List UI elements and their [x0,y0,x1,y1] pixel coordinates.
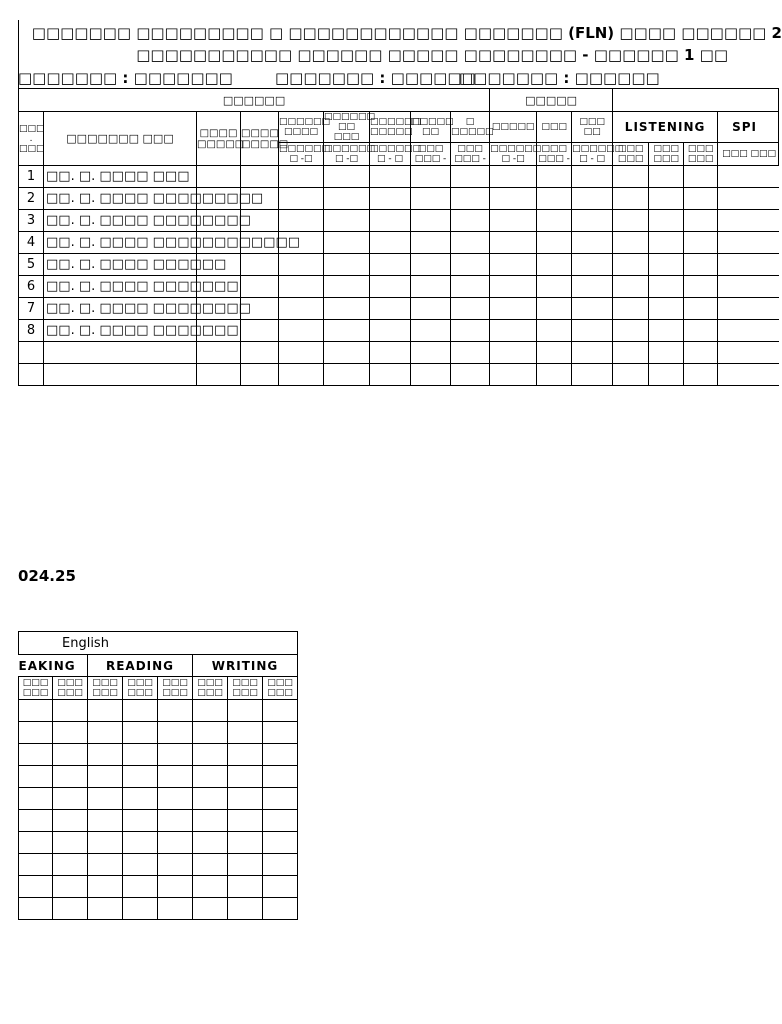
score-cell[interactable] [684,166,718,188]
score-cell[interactable] [411,210,451,232]
score-cell[interactable] [684,188,718,210]
score-cell[interactable] [19,722,53,744]
score-cell[interactable] [451,232,490,254]
score-cell[interactable] [537,232,572,254]
subcol-bottom: □□□ □□□ - [411,143,451,166]
skill-subcell: □□□ □□□ [263,677,298,700]
score-cell[interactable] [411,320,451,342]
student-name: □□. □. □□□□ □□□□□□□□ [44,298,197,320]
row-number: 6 [19,276,44,298]
score-cell[interactable] [537,298,572,320]
score-cell[interactable] [649,320,684,342]
score-cell[interactable] [197,364,241,386]
score-cell[interactable] [241,166,279,188]
score-cell[interactable] [228,766,263,788]
english-group-header: English [19,632,298,655]
score-cell[interactable] [123,898,158,920]
table-row [19,298,779,320]
score-cell[interactable] [53,854,88,876]
score-cell[interactable] [88,722,123,744]
score-cell[interactable] [613,254,649,276]
subcol-top: □□□□□□ □□ □□□ [324,112,376,142]
score-cell[interactable] [193,876,228,898]
score-cell[interactable] [228,876,263,898]
table-row [19,854,298,876]
skill-subcell: □□□ □□□ [684,143,718,166]
info-field-left: □□□□□□□ : □□□□□□□ [18,69,233,87]
score-cell[interactable] [451,188,490,210]
student-name: □□. □. □□□□ □□□□□□ [44,254,197,276]
student-name: □□. □. □□□□ □□□□□□□□□ [44,188,197,210]
score-cell[interactable] [53,876,88,898]
skill-subcell: □□□ □□□ [718,143,779,166]
score-cell[interactable] [19,876,53,898]
score-cell[interactable] [88,898,123,920]
score-cell[interactable] [572,342,613,364]
score-cell[interactable] [572,254,613,276]
group-header-3 [613,89,779,112]
score-cell[interactable] [228,788,263,810]
score-cell[interactable] [649,188,684,210]
score-cell[interactable] [411,166,451,188]
score-cell[interactable] [263,832,298,854]
score-cell[interactable] [88,810,123,832]
score-cell[interactable] [490,364,537,386]
score-cell[interactable] [490,166,537,188]
score-cell[interactable] [123,700,158,722]
score-cell[interactable] [193,700,228,722]
score-cell[interactable] [684,364,718,386]
score-cell[interactable] [537,210,572,232]
score-cell[interactable] [19,744,53,766]
subcol-bottom: □□□□□□ □ -□ [279,144,331,164]
student-assessment-table [18,88,779,386]
score-cell[interactable] [324,276,370,298]
subcol-top: □□□□□ [490,112,537,143]
row-number: 7 [19,298,44,320]
skill-speaking-header: EAKING [19,655,88,677]
score-cell[interactable] [279,188,324,210]
score-cell[interactable] [490,254,537,276]
col-serial-header: □□□ . □□□ [19,112,44,166]
score-cell[interactable] [19,832,53,854]
score-cell[interactable] [158,788,193,810]
score-cell[interactable] [241,276,279,298]
score-cell[interactable] [263,700,298,722]
score-cell[interactable] [158,722,193,744]
score-cell[interactable] [613,166,649,188]
score-cell[interactable] [451,298,490,320]
score-cell[interactable] [451,320,490,342]
group-header-1: □□□□□□ [19,89,490,112]
score-cell[interactable] [193,810,228,832]
score-cell[interactable] [88,832,123,854]
row-number: 4 [19,232,44,254]
score-cell[interactable] [490,342,537,364]
score-cell[interactable] [451,254,490,276]
skill-subcell: □□□ □□□ [158,677,193,700]
row-number: 5 [19,254,44,276]
table-row [19,744,298,766]
score-cell[interactable] [537,320,572,342]
score-cell[interactable] [19,766,53,788]
score-cell[interactable] [684,210,718,232]
table-row [19,876,298,898]
table-row [19,810,298,832]
score-cell[interactable] [88,700,123,722]
score-cell[interactable] [279,320,324,342]
table-row [19,700,298,722]
score-cell[interactable] [228,854,263,876]
score-cell[interactable] [279,298,324,320]
subcol-top: □□□□□ □□ [411,112,451,143]
score-cell[interactable] [193,744,228,766]
score-cell[interactable] [572,276,613,298]
score-cell[interactable] [228,898,263,920]
row-number: 8 [19,320,44,342]
skill-subcell: □□□ □□□ [88,677,123,700]
score-cell[interactable] [158,766,193,788]
score-cell[interactable] [53,898,88,920]
score-cell[interactable] [324,166,370,188]
score-cell[interactable] [279,342,324,364]
score-cell[interactable] [53,744,88,766]
score-cell[interactable] [123,876,158,898]
score-cell[interactable] [684,342,718,364]
score-cell[interactable] [411,276,451,298]
table-row [19,832,298,854]
score-cell[interactable] [411,232,451,254]
score-cell[interactable] [451,210,490,232]
score-cell[interactable] [537,364,572,386]
score-cell[interactable] [228,722,263,744]
score-cell[interactable] [370,320,411,342]
skill-writing-header: WRITING [193,655,298,677]
score-cell[interactable] [123,832,158,854]
score-cell[interactable] [193,832,228,854]
score-cell[interactable] [158,700,193,722]
group-header-2: □□□□□ [490,89,613,112]
score-cell[interactable] [572,320,613,342]
skill-subcell: □□□ □□□ [613,143,649,166]
score-cell[interactable] [537,276,572,298]
subcol-bottom: □□□□□□ □ - □ [370,144,422,164]
student-name: □□. □. □□□□ □□□□□□□ [44,276,197,298]
score-cell[interactable] [572,298,613,320]
table-row [19,766,298,788]
table-row [19,166,779,188]
score-cell[interactable] [490,232,537,254]
skill-subcell: □□□ □□□ [193,677,228,700]
score-cell[interactable] [718,188,779,210]
table-row [19,254,779,276]
row-number [19,364,44,386]
score-cell[interactable] [451,342,490,364]
subcol-bottom: □□□ □□□ - [538,144,570,164]
score-cell[interactable] [370,166,411,188]
subcol-bottom: □□□□□□ □ -□ [490,144,542,164]
row-number [19,342,44,364]
score-cell[interactable] [370,276,411,298]
score-cell[interactable] [263,876,298,898]
score-cell[interactable] [88,766,123,788]
score-cell[interactable] [649,210,684,232]
score-cell[interactable] [53,722,88,744]
row-number: 3 [19,210,44,232]
score-cell[interactable] [19,854,53,876]
score-cell[interactable] [241,254,279,276]
skill-subcell: □□□ □□□ [53,677,88,700]
score-cell[interactable] [613,188,649,210]
page-number: 024.25 [18,567,76,585]
score-cell[interactable] [53,700,88,722]
score-cell[interactable] [88,788,123,810]
score-cell[interactable] [370,364,411,386]
score-cell[interactable] [572,166,613,188]
score-cell[interactable] [324,232,370,254]
english-skills-table [18,631,298,920]
score-cell[interactable] [537,166,572,188]
score-cell[interactable] [718,276,779,298]
score-cell[interactable] [537,188,572,210]
table-row [19,320,779,342]
score-cell[interactable] [123,788,158,810]
score-cell[interactable] [324,320,370,342]
score-cell[interactable] [123,854,158,876]
subcol-bottom: □□□ □□□ - [451,143,490,166]
score-cell[interactable] [411,188,451,210]
subcol-bottom: □□□□□□ □ -□ [324,144,376,164]
skill-subcell: □□□ □□□ [649,143,684,166]
score-cell[interactable] [684,298,718,320]
info-field-middle: □□□□□□□ : □□□□□□ [275,69,476,87]
table-row [19,788,298,810]
score-cell[interactable] [88,876,123,898]
table-row [19,210,779,232]
score-cell[interactable] [451,364,490,386]
score-cell[interactable] [718,254,779,276]
subcol-bottom: □□□□□□ □ - □ [572,144,624,164]
score-cell[interactable] [324,254,370,276]
score-cell[interactable] [649,166,684,188]
score-cell[interactable] [197,342,241,364]
score-cell[interactable] [263,744,298,766]
student-name [44,342,197,364]
score-cell[interactable] [158,898,193,920]
score-cell[interactable] [53,810,88,832]
table-row [19,342,779,364]
subcol-top: □□□ [537,112,572,143]
score-cell[interactable] [263,722,298,744]
score-cell[interactable] [158,876,193,898]
score-cell[interactable] [490,298,537,320]
score-cell[interactable] [684,320,718,342]
score-cell[interactable] [193,766,228,788]
score-cell[interactable] [718,166,779,188]
score-cell[interactable] [88,854,123,876]
score-cell[interactable] [370,342,411,364]
document-title-line2: □□□□□□□□□□□ □□□□□□ □□□□□ □□□□□□□□ - □□□□□□ 1 □□ [136,46,728,64]
skill-listening-header: LISTENING [613,112,718,143]
score-cell[interactable] [279,210,324,232]
score-cell[interactable] [613,364,649,386]
score-cell[interactable] [613,232,649,254]
score-cell[interactable] [19,898,53,920]
score-cell[interactable] [197,166,241,188]
score-cell[interactable] [263,810,298,832]
col-a-header: □□□□ □□□□□ [197,112,241,166]
table-row [19,364,779,386]
student-name: □□. □. □□□□ □□□□□□□ [44,320,197,342]
skill-speaking-header: SPI [718,112,779,143]
subcol-top: □ □□□□□ [451,112,490,143]
score-cell[interactable] [263,854,298,876]
score-cell[interactable] [718,298,779,320]
skill-subcell: □□□ □□□ [19,677,53,700]
score-cell[interactable] [324,364,370,386]
table-row [19,898,298,920]
score-cell[interactable] [649,276,684,298]
score-cell[interactable] [279,364,324,386]
score-cell[interactable] [193,722,228,744]
score-cell[interactable] [370,254,411,276]
score-cell[interactable] [19,810,53,832]
col-b-header: □□□□ □□□□□ [241,112,279,166]
score-cell[interactable] [411,342,451,364]
table-row [19,232,779,254]
score-cell[interactable] [19,700,53,722]
score-cell[interactable] [613,320,649,342]
score-cell[interactable] [53,788,88,810]
skill-subcell: □□□ □□□ [228,677,263,700]
score-cell[interactable] [263,766,298,788]
score-cell[interactable] [241,364,279,386]
skill-subcell: □□□ □□□ [123,677,158,700]
score-cell[interactable] [572,188,613,210]
score-cell[interactable] [718,210,779,232]
subcol-top: □□□□□□ □□□□□ [370,112,411,143]
score-cell[interactable] [649,232,684,254]
score-cell[interactable] [537,254,572,276]
score-cell[interactable] [123,766,158,788]
score-cell[interactable] [613,276,649,298]
student-name: □□. □. □□□□ □□□□□□□□□□□□ [44,232,197,254]
score-cell[interactable] [649,254,684,276]
score-cell[interactable] [684,232,718,254]
subcol-top: □□□ □□ [572,112,613,143]
score-cell[interactable] [228,832,263,854]
score-cell[interactable] [613,342,649,364]
table-row [19,722,298,744]
score-cell[interactable] [490,276,537,298]
score-cell[interactable] [123,810,158,832]
score-cell[interactable] [684,276,718,298]
score-cell[interactable] [451,166,490,188]
score-cell[interactable] [324,342,370,364]
score-cell[interactable] [193,854,228,876]
score-cell[interactable] [53,766,88,788]
score-cell[interactable] [324,210,370,232]
subcol-top: □□□□□□ □□□□ [279,112,324,143]
score-cell[interactable] [411,298,451,320]
score-cell[interactable] [572,210,613,232]
score-cell[interactable] [193,898,228,920]
score-cell[interactable] [718,232,779,254]
score-cell[interactable] [279,254,324,276]
score-cell[interactable] [324,188,370,210]
score-cell[interactable] [572,364,613,386]
score-cell[interactable] [613,210,649,232]
score-cell[interactable] [88,744,123,766]
score-cell[interactable] [158,744,193,766]
col-name-header: □□□□□□□ □□□ [44,112,197,166]
score-cell[interactable] [158,832,193,854]
score-cell[interactable] [241,342,279,364]
score-cell[interactable] [123,744,158,766]
score-cell[interactable] [490,210,537,232]
score-cell[interactable] [684,254,718,276]
score-cell[interactable] [53,832,88,854]
score-cell[interactable] [228,700,263,722]
score-cell[interactable] [718,364,779,386]
score-cell[interactable] [370,232,411,254]
student-name: □□. □. □□□□ □□□□□□□□ [44,210,197,232]
score-cell[interactable] [490,188,537,210]
table-row [19,276,779,298]
score-cell[interactable] [649,298,684,320]
score-cell[interactable] [490,320,537,342]
score-cell[interactable] [324,298,370,320]
score-cell[interactable] [370,210,411,232]
score-cell[interactable] [411,254,451,276]
score-cell[interactable] [451,276,490,298]
score-cell[interactable] [572,232,613,254]
score-cell[interactable] [649,364,684,386]
document-title-line1: □□□□□□□ □□□□□□□□□ □ □□□□□□□□□□□□ □□□□□□□ (FLN) □□□□ □□□□□□ 2 [31,24,782,42]
score-cell[interactable] [613,298,649,320]
row-number: 1 [19,166,44,188]
row-number: 2 [19,188,44,210]
score-cell[interactable] [370,298,411,320]
score-cell[interactable] [123,722,158,744]
score-cell[interactable] [19,788,53,810]
score-cell[interactable] [279,276,324,298]
score-cell[interactable] [263,788,298,810]
score-cell[interactable] [241,320,279,342]
score-cell[interactable] [279,166,324,188]
score-cell[interactable] [158,854,193,876]
score-cell[interactable] [649,342,684,364]
score-cell[interactable] [537,342,572,364]
skill-reading-header: READING [88,655,193,677]
score-cell[interactable] [411,364,451,386]
student-name: □□. □. □□□□ □□□ [44,166,197,188]
score-cell[interactable] [193,788,228,810]
score-cell[interactable] [158,810,193,832]
score-cell[interactable] [370,188,411,210]
score-cell[interactable] [718,342,779,364]
score-cell[interactable] [228,744,263,766]
score-cell[interactable] [263,898,298,920]
student-name [44,364,197,386]
score-cell[interactable] [718,320,779,342]
table-row [19,188,779,210]
info-field-right: □□□□□□□ : □□□□□□ [459,69,660,87]
score-cell[interactable] [228,810,263,832]
